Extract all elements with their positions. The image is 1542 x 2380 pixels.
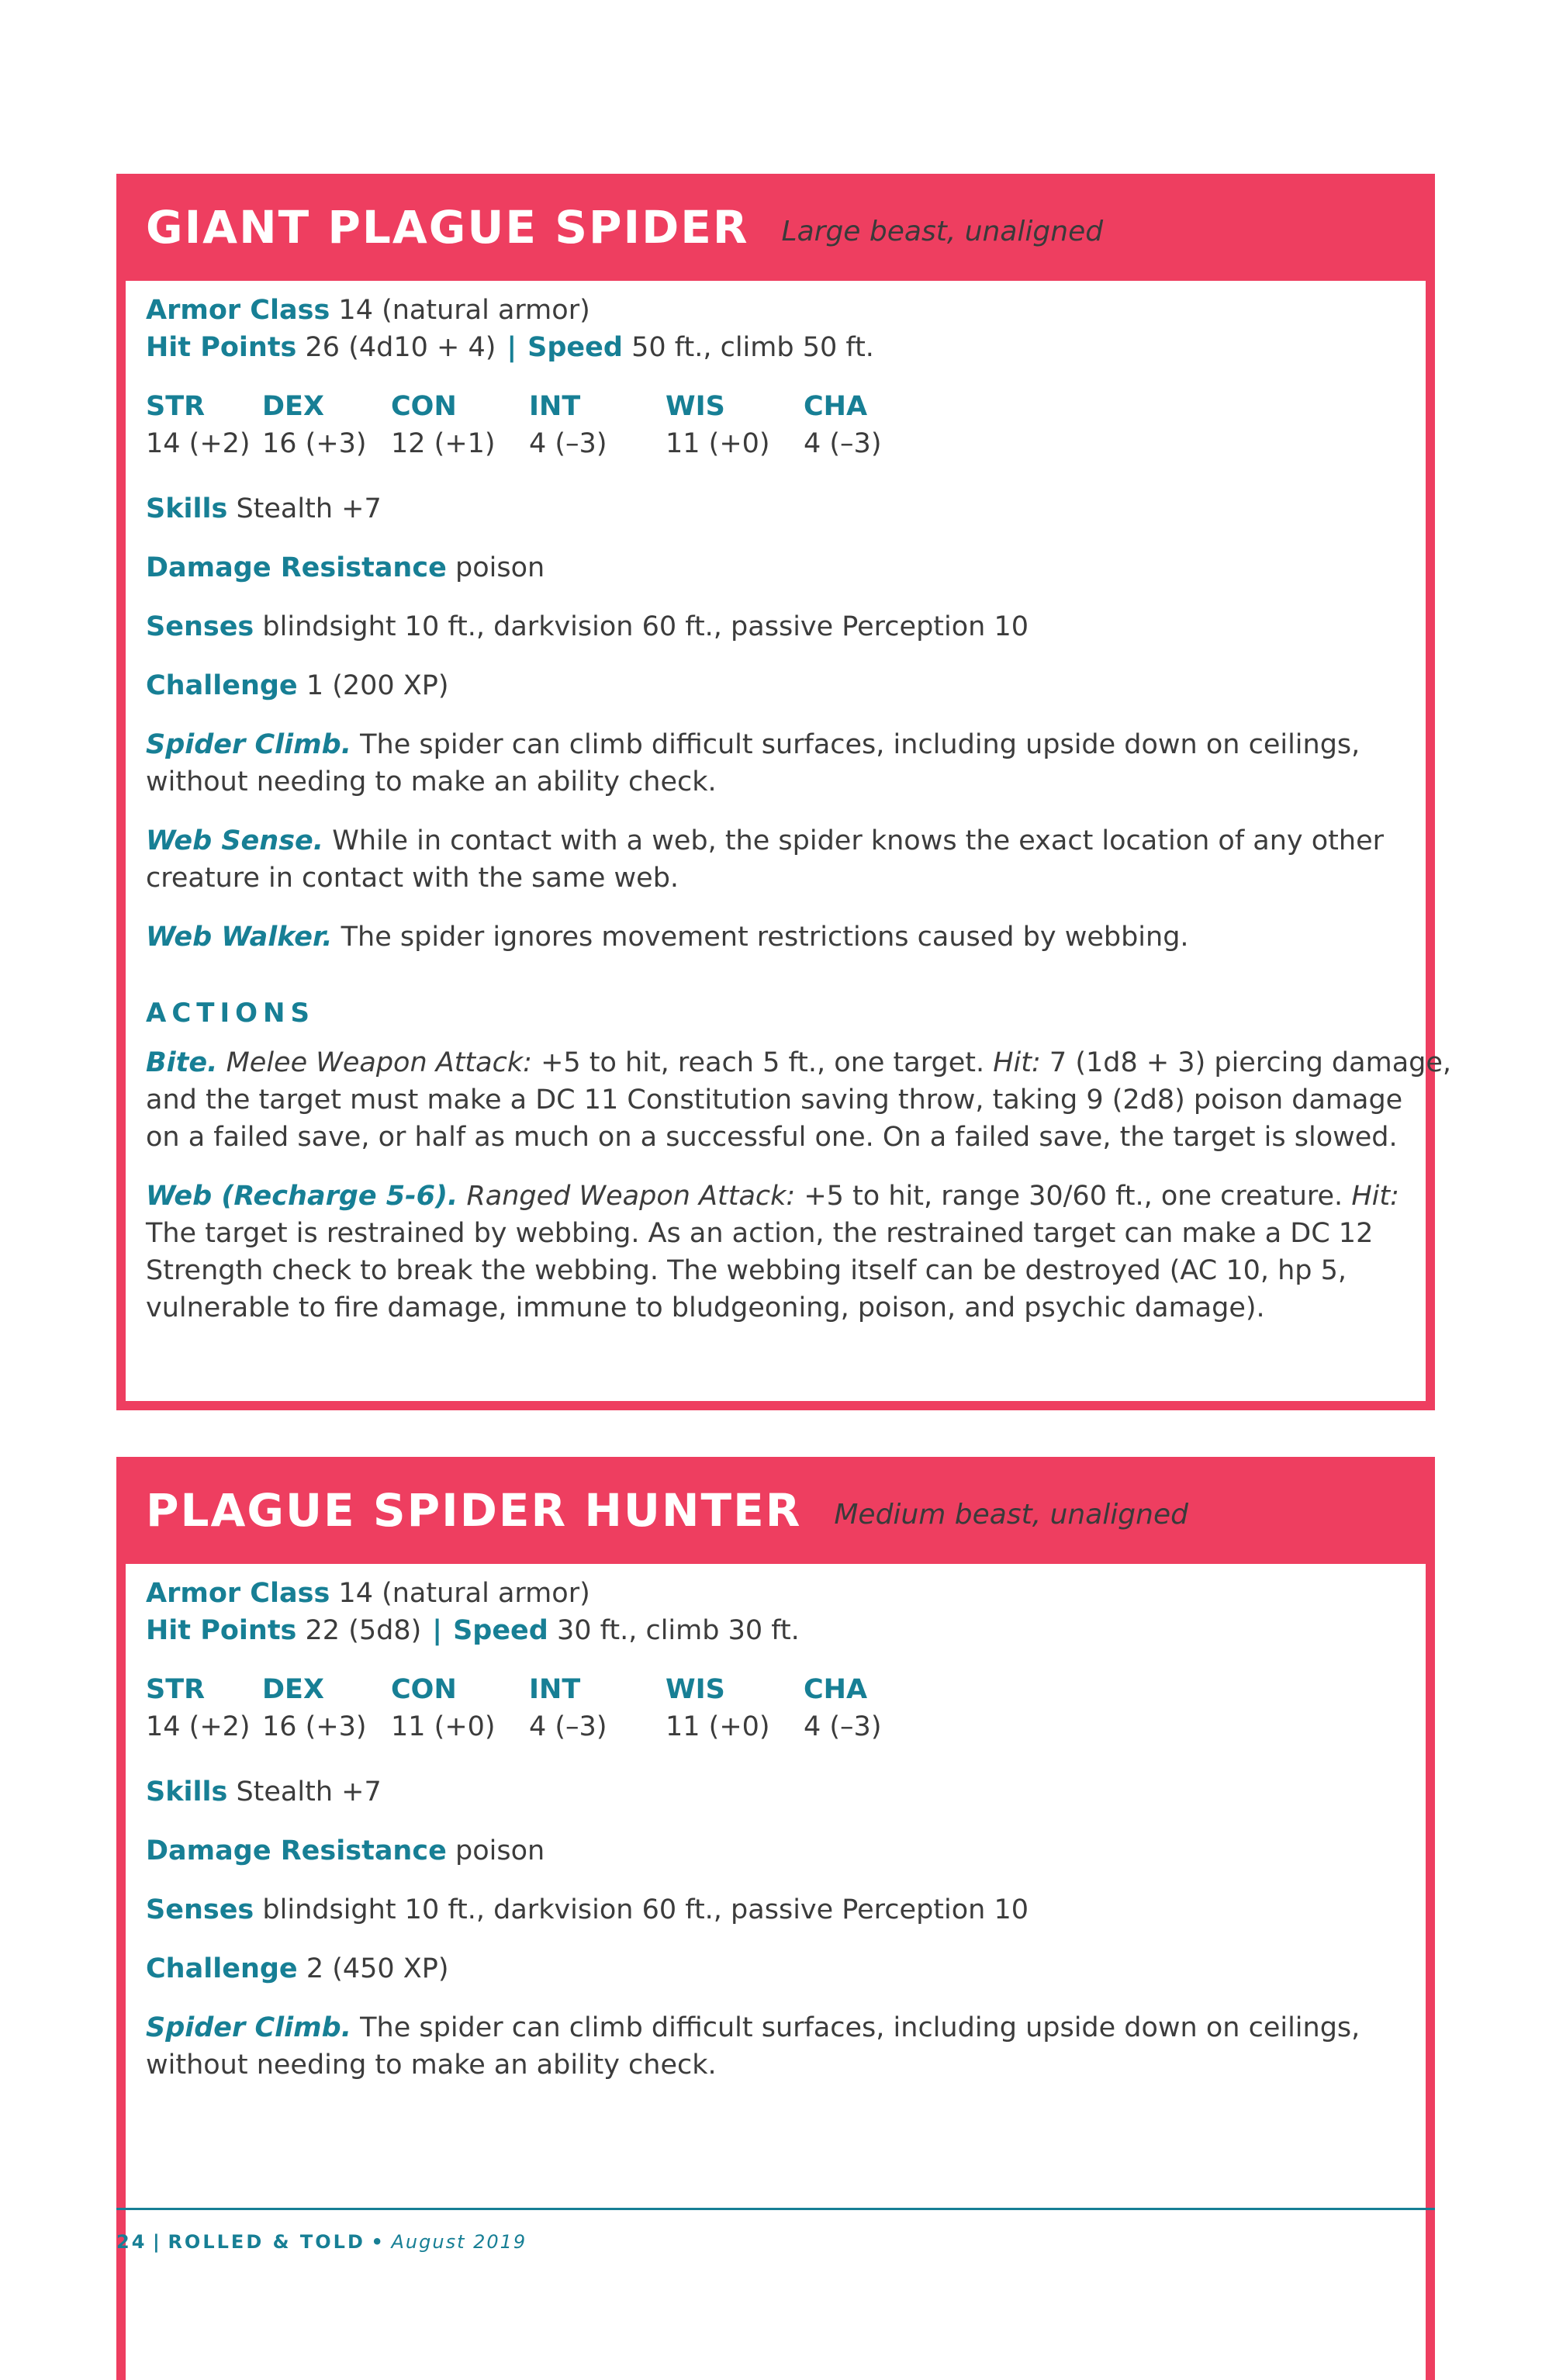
hit-points-label: Hit Points bbox=[146, 332, 297, 363]
ability-key: INT bbox=[529, 1674, 581, 1705]
hit-text: 7 (1d8 + 3) piercing damage, bbox=[1049, 1047, 1452, 1078]
speed-value: 50 ft., climb 50 ft. bbox=[631, 332, 874, 363]
ability-key: DEX bbox=[262, 391, 324, 422]
footer-rule bbox=[116, 2208, 1435, 2210]
ability-value: 4 (–3) bbox=[529, 428, 607, 459]
page-footer bbox=[116, 2231, 527, 2253]
creature-type: Medium beast, unaligned bbox=[834, 1498, 1188, 1531]
armor-class-label: Armor Class bbox=[146, 295, 330, 326]
ability-con bbox=[391, 388, 496, 462]
damage-resistance-value: poison bbox=[455, 552, 545, 583]
trait-web-sense bbox=[146, 822, 1402, 897]
attack-text: +5 to hit, reach 5 ft., one target. bbox=[541, 1047, 985, 1078]
page-number: 24 bbox=[116, 2231, 147, 2253]
senses-label: Senses bbox=[146, 611, 254, 642]
skills-value: Stealth +7 bbox=[236, 1776, 382, 1807]
ability-value: 4 (–3) bbox=[529, 1711, 607, 1742]
skills-label: Skills bbox=[146, 493, 228, 524]
ability-value: 11 (+0) bbox=[391, 1711, 496, 1742]
ability-key: STR bbox=[146, 391, 206, 422]
ability-value: 16 (+3) bbox=[262, 1711, 367, 1742]
action-text: vulnerable to fire damage, immune to bludgeoning, poison, and psychic damage). bbox=[146, 1292, 1265, 1323]
ability-dex bbox=[262, 1671, 367, 1745]
ability-value: 16 (+3) bbox=[262, 428, 367, 459]
creature-name: GIANT PLAGUE SPIDER bbox=[146, 201, 749, 254]
ability-key: WIS bbox=[666, 1674, 725, 1705]
skills-value: Stealth +7 bbox=[236, 493, 382, 524]
action-text: on a failed save, or half as much on a successful one. On a failed save, the target is slowed. bbox=[146, 1122, 1398, 1153]
armor-class-value: 14 (natural armor) bbox=[338, 295, 590, 326]
ability-value: 11 (+0) bbox=[666, 1711, 770, 1742]
ability-key: STR bbox=[146, 1674, 206, 1705]
trait-text: without needing to make an ability check. bbox=[146, 2050, 717, 2081]
challenge-line bbox=[146, 1950, 449, 1987]
trait-web-walker bbox=[146, 918, 1402, 956]
creature-type: Large beast, unaligned bbox=[781, 215, 1104, 247]
stat-block-header bbox=[116, 174, 1435, 281]
footer-separator: | bbox=[153, 2231, 162, 2253]
speed-label: Speed bbox=[527, 332, 623, 363]
challenge-label: Challenge bbox=[146, 670, 298, 701]
senses-line bbox=[146, 1891, 1029, 1929]
ability-dex bbox=[262, 388, 367, 462]
trait-name: Web Walker. bbox=[146, 922, 333, 953]
action-text: and the target must make a DC 11 Constitution saving throw, taking 9 (2d8) poison damage bbox=[146, 1084, 1403, 1116]
attack-type: Ranged Weapon Attack: bbox=[466, 1181, 796, 1212]
trait-name: Web Sense. bbox=[146, 825, 324, 856]
senses-value: blindsight 10 ft., darkvision 60 ft., passive Perception 10 bbox=[262, 611, 1029, 642]
ability-key: CHA bbox=[804, 1674, 868, 1705]
speed-value: 30 ft., climb 30 ft. bbox=[557, 1615, 800, 1646]
damage-resistance-label: Damage Resistance bbox=[146, 552, 447, 583]
senses-line bbox=[146, 608, 1029, 645]
magazine-title: ROLLED & TOLD bbox=[168, 2231, 365, 2253]
ability-key: CON bbox=[391, 391, 457, 422]
hit-points-label: Hit Points bbox=[146, 1615, 297, 1646]
attack-type: Melee Weapon Attack: bbox=[226, 1047, 532, 1078]
trait-spider-climb bbox=[146, 2009, 1402, 2084]
trait-spider-climb bbox=[146, 726, 1402, 801]
stat-block-giant-plague-spider bbox=[116, 174, 1452, 1410]
action-name: Bite. bbox=[146, 1047, 218, 1078]
skills-line bbox=[146, 490, 382, 528]
ability-int bbox=[529, 388, 607, 462]
hit-points-speed-line bbox=[146, 1612, 800, 1649]
senses-value: blindsight 10 ft., darkvision 60 ft., passive Perception 10 bbox=[262, 1894, 1029, 1925]
attack-text: +5 to hit, range 30/60 ft., one creature. bbox=[804, 1181, 1343, 1212]
damage-resistance-label: Damage Resistance bbox=[146, 1835, 447, 1866]
armor-class-line bbox=[146, 292, 590, 329]
separator: | bbox=[432, 1615, 443, 1646]
trait-text: creature in contact with the same web. bbox=[146, 863, 679, 894]
senses-label: Senses bbox=[146, 1894, 254, 1925]
skills-line bbox=[146, 1773, 382, 1811]
hit-points-value: 22 (5d8) bbox=[305, 1615, 422, 1646]
hit-points-value: 26 (4d10 + 4) bbox=[305, 332, 496, 363]
trait-text: The spider can climb difficult surfaces, including upside down on ceilings, bbox=[360, 2012, 1360, 2043]
ability-cha bbox=[804, 1671, 881, 1745]
action-bite bbox=[146, 1044, 1452, 1156]
ability-key: WIS bbox=[666, 391, 725, 422]
challenge-value: 2 (450 XP) bbox=[306, 1953, 449, 1984]
ability-value: 11 (+0) bbox=[666, 428, 770, 459]
ability-key: CHA bbox=[804, 391, 868, 422]
actions-title: ACTIONS bbox=[146, 998, 315, 1029]
ability-int bbox=[529, 1671, 607, 1745]
ability-key: INT bbox=[529, 391, 581, 422]
ability-key: CON bbox=[391, 1674, 457, 1705]
armor-class-label: Armor Class bbox=[146, 1578, 330, 1609]
ability-wis bbox=[666, 388, 770, 462]
trait-name: Spider Climb. bbox=[146, 729, 351, 760]
skills-label: Skills bbox=[146, 1776, 228, 1807]
stat-block-header bbox=[116, 1457, 1435, 1564]
ability-value: 4 (–3) bbox=[804, 428, 882, 459]
armor-class-line bbox=[146, 1575, 590, 1612]
ability-con bbox=[391, 1671, 496, 1745]
trait-text: The spider ignores movement restrictions caused by webbing. bbox=[341, 922, 1189, 953]
creature-name: PLAGUE SPIDER HUNTER bbox=[146, 1484, 802, 1537]
separator: | bbox=[507, 332, 517, 363]
ability-str bbox=[146, 1671, 251, 1745]
challenge-line bbox=[146, 667, 449, 704]
ability-str bbox=[146, 388, 251, 462]
ability-value: 12 (+1) bbox=[391, 428, 496, 459]
ability-value: 14 (+2) bbox=[146, 1711, 251, 1742]
damage-resistance-value: poison bbox=[455, 1835, 545, 1866]
trait-text: The spider can climb difficult surfaces, including upside down on ceilings, bbox=[360, 729, 1360, 760]
ability-cha bbox=[804, 388, 881, 462]
ability-value: 4 (–3) bbox=[804, 1711, 882, 1742]
action-name: Web (Recharge 5-6). bbox=[146, 1181, 458, 1212]
action-text: Strength check to break the webbing. The webbing itself can be destroyed (AC 10, hp 5, bbox=[146, 1255, 1347, 1286]
ability-key: DEX bbox=[262, 1674, 324, 1705]
hit-label: Hit: bbox=[993, 1047, 1041, 1078]
challenge-value: 1 (200 XP) bbox=[306, 670, 449, 701]
damage-resistance-line bbox=[146, 549, 545, 586]
trait-name: Spider Climb. bbox=[146, 2012, 351, 2043]
issue-date: August 2019 bbox=[391, 2231, 527, 2253]
speed-label: Speed bbox=[453, 1615, 548, 1646]
hit-points-speed-line bbox=[146, 329, 874, 366]
hit-label: Hit: bbox=[1351, 1181, 1399, 1212]
armor-class-value: 14 (natural armor) bbox=[338, 1578, 590, 1609]
action-web bbox=[146, 1178, 1402, 1327]
footer-bullet: • bbox=[371, 2231, 386, 2253]
ability-value: 14 (+2) bbox=[146, 428, 251, 459]
challenge-label: Challenge bbox=[146, 1953, 298, 1984]
action-text: The target is restrained by webbing. As an action, the restrained target can make a DC 12 bbox=[146, 1218, 1374, 1249]
damage-resistance-line bbox=[146, 1832, 545, 1870]
trait-text: without needing to make an ability check. bbox=[146, 766, 717, 797]
trait-text: While in contact with a web, the spider knows the exact location of any other bbox=[332, 825, 1384, 856]
ability-wis bbox=[666, 1671, 770, 1745]
